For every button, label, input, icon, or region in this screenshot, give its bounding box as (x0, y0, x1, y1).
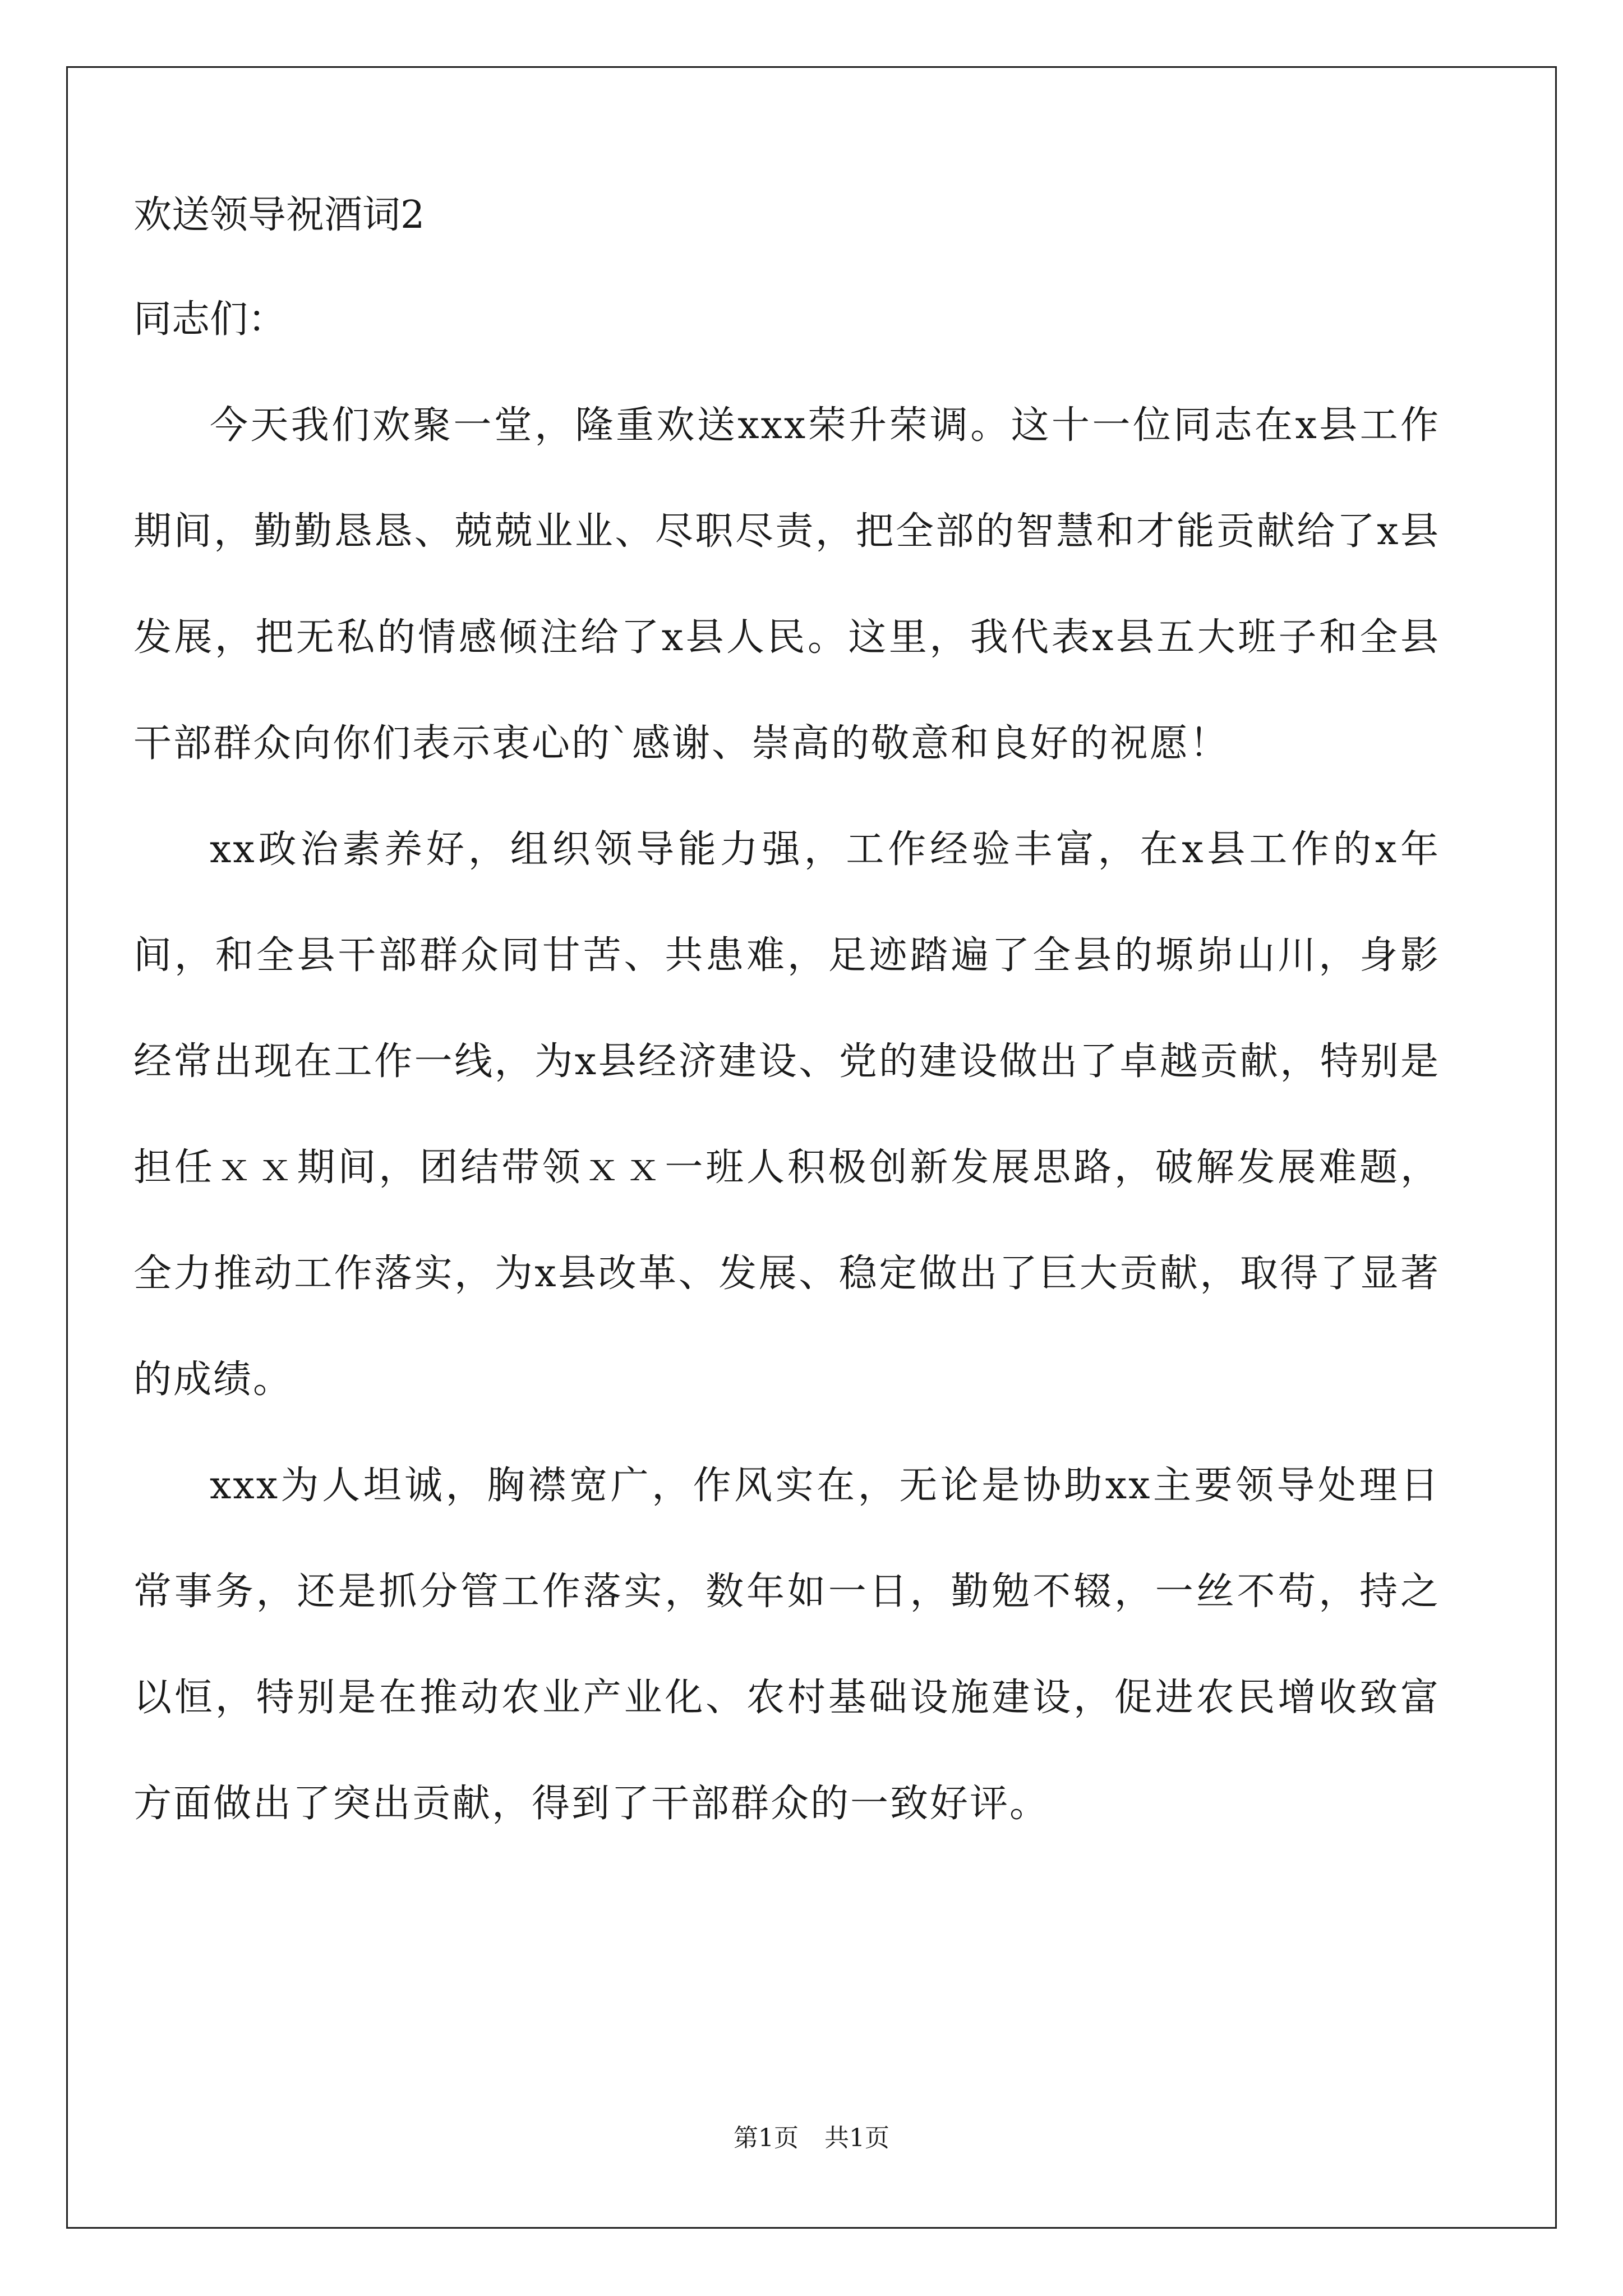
paragraph: xx政治素养好，组织领导能力强，工作经验丰富，在x县工作的x年间，和全县干部群众同甘苦、共患难，足迹踏遍了全县的塬峁山川，身影经常出现在工作一线，为x县经济建设、党的建设做出了卓越贡献，特别是担任ｘｘ期间，团结带领ｘｘ一班人积极创新发展思路，破解发展难题，全力推动工作落实，为x县改革、发展、稳定做出了巨大贡献，取得了显著的成绩。 (133, 827, 1440, 1402)
salutation: 同志们： (133, 297, 287, 342)
document-body (133, 193, 1440, 1890)
page-total: 共1页 (824, 2124, 889, 2152)
paragraph: 今天我们欢聚一堂，隆重欢送xxx荣升荣调。这十一位同志在x县工作期间，勤勤恳恳、兢兢业业、尽职尽责，把全部的智慧和才能贡献给了x县发展，把无私的情感倾注给了x县人民。这里，我代表x县五大班子和全县干部群众向你们表示衷心的`感谢、崇高的敬意和良好的祝愿！ (133, 403, 1440, 766)
page-footer (0, 2126, 1623, 2151)
paragraph: xxx为人坦诚，胸襟宽广，作风实在，无论是协助xx主要领导处理日常事务，还是抓分管工作落实，数年如一日，勤勉不辍，一丝不苟，持之以恒，特别是在推动农业产业化、农村基础设施建设，促进农民增收致富方面做出了突出贡献，得到了干部群众的一致好评。 (133, 1464, 1440, 1826)
document-title: 欢送领导祝酒词2 (133, 193, 425, 237)
page-number: 第1页 (734, 2124, 799, 2152)
